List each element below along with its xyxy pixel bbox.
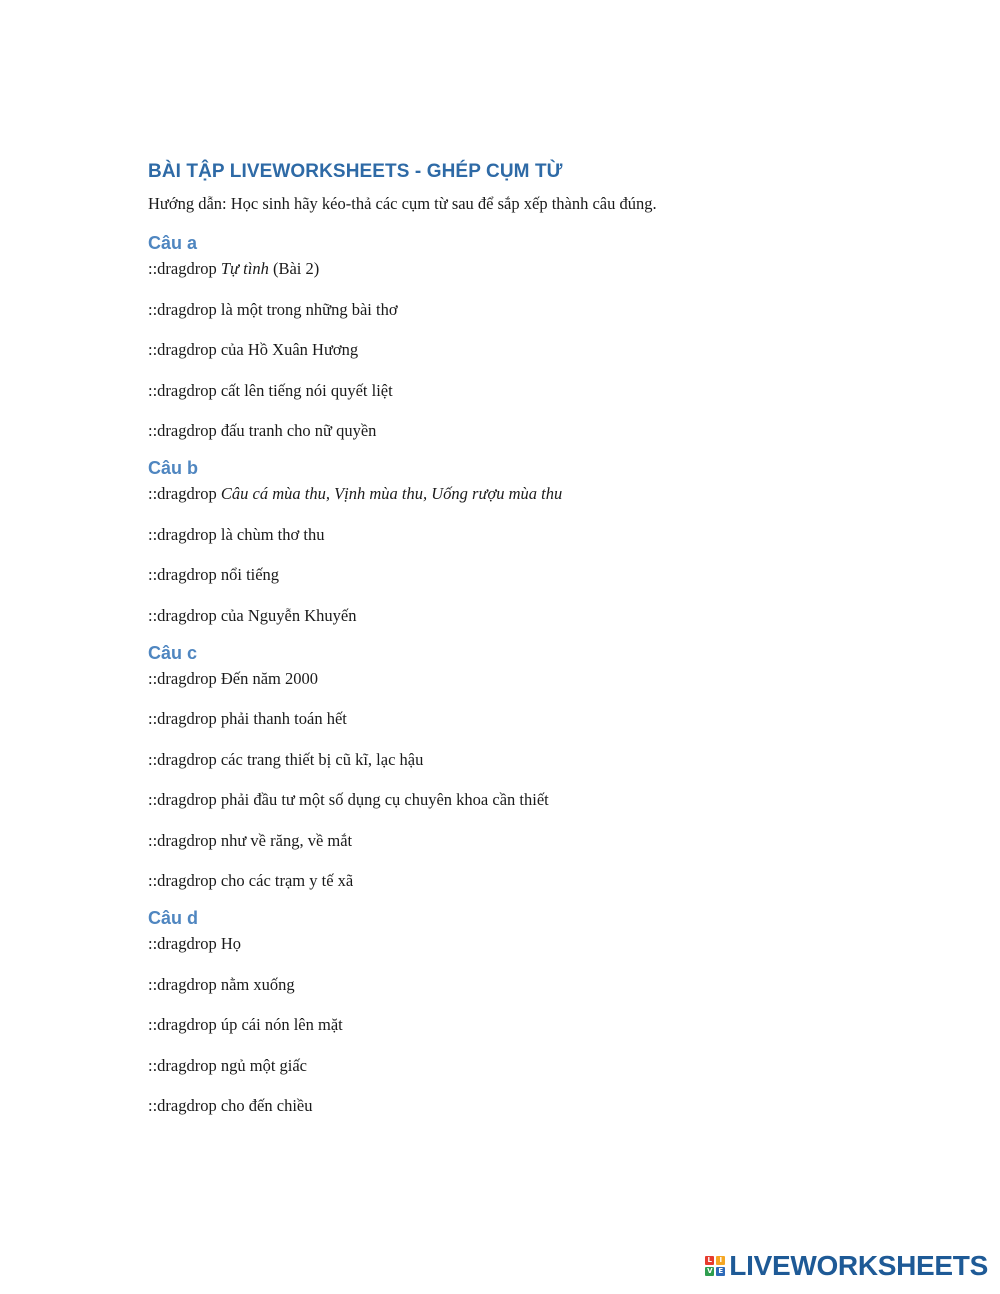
dragdrop-phrase: Họ bbox=[220, 934, 242, 953]
dragdrop-item[interactable] bbox=[148, 707, 948, 731]
dragdrop-item[interactable] bbox=[148, 829, 948, 853]
dragdrop-phrase: như về răng, về mắt bbox=[220, 830, 353, 850]
document-title: BÀI TẬP LIVEWORKSHEETS - GHÉP CỤM TỪ bbox=[148, 161, 563, 182]
dragdrop-prefix: ::dragdrop bbox=[148, 484, 221, 503]
dragdrop-item[interactable] bbox=[148, 379, 948, 403]
dragdrop-prefix: ::dragdrop bbox=[148, 974, 221, 994]
sections-container bbox=[148, 230, 948, 1118]
dragdrop-item[interactable] bbox=[148, 1094, 948, 1118]
dragdrop-item[interactable] bbox=[148, 869, 948, 893]
dragdrop-prefix: ::dragdrop bbox=[148, 380, 221, 400]
dragdrop-prefix: ::dragdrop bbox=[148, 299, 221, 319]
dragdrop-item[interactable] bbox=[148, 257, 948, 281]
dragdrop-item[interactable] bbox=[148, 338, 948, 362]
dragdrop-phrase: (Bài 2) bbox=[268, 259, 320, 278]
dragdrop-phrase: cất lên tiếng nói quyết liệt bbox=[220, 380, 393, 400]
dragdrop-item[interactable] bbox=[148, 973, 948, 997]
logo-mark-square: V bbox=[707, 1267, 713, 1275]
dragdrop-prefix: ::dragdrop bbox=[148, 421, 221, 440]
dragdrop-italic-text: Tự tình bbox=[220, 259, 269, 278]
dragdrop-item[interactable] bbox=[148, 1013, 948, 1037]
question-section bbox=[148, 640, 948, 894]
dragdrop-phrase: đấu tranh cho nữ quyền bbox=[220, 421, 377, 440]
section-heading: Câu c bbox=[148, 642, 198, 663]
dragdrop-prefix: ::dragdrop bbox=[148, 524, 221, 544]
dragdrop-item[interactable] bbox=[148, 1054, 948, 1078]
dragdrop-prefix: ::dragdrop bbox=[148, 1015, 221, 1034]
dragdrop-item[interactable] bbox=[148, 482, 948, 506]
logo-mark-square: E bbox=[716, 1267, 725, 1276]
question-section bbox=[148, 455, 948, 628]
section-heading: Câu a bbox=[148, 233, 198, 253]
dragdrop-phrase: Đến năm 2000 bbox=[220, 668, 319, 688]
dragdrop-item[interactable] bbox=[148, 563, 948, 587]
dragdrop-prefix: ::dragdrop bbox=[148, 1055, 221, 1075]
dragdrop-phrase: của Nguyễn Khuyến bbox=[220, 605, 357, 625]
dragdrop-prefix: ::dragdrop bbox=[148, 790, 221, 809]
dragdrop-phrase: nằm xuống bbox=[220, 974, 295, 994]
dragdrop-prefix: ::dragdrop bbox=[148, 830, 221, 850]
dragdrop-prefix: ::dragdrop bbox=[148, 565, 221, 584]
dragdrop-phrase: phải thanh toán hết bbox=[220, 709, 347, 728]
dragdrop-item[interactable] bbox=[148, 419, 948, 443]
dragdrop-prefix: ::dragdrop bbox=[148, 749, 221, 769]
dragdrop-prefix: ::dragdrop bbox=[148, 934, 221, 953]
logo-mark-icon bbox=[705, 1256, 725, 1276]
dragdrop-phrase: nổi tiếng bbox=[220, 565, 280, 584]
dragdrop-item[interactable] bbox=[148, 523, 948, 547]
dragdrop-phrase: úp cái nón lên mặt bbox=[220, 1015, 343, 1034]
question-section bbox=[148, 905, 948, 1118]
dragdrop-phrase: cho đến chiều bbox=[220, 1096, 313, 1115]
dragdrop-item[interactable] bbox=[148, 788, 948, 812]
dragdrop-prefix: ::dragdrop bbox=[148, 605, 221, 625]
dragdrop-phrase: là một trong những bài thơ bbox=[220, 299, 398, 319]
section-heading: Câu d bbox=[148, 908, 199, 928]
dragdrop-phrase: là chùm thơ thu bbox=[220, 524, 325, 544]
dragdrop-prefix: ::dragdrop bbox=[148, 871, 221, 890]
worksheet-document bbox=[148, 158, 948, 1118]
dragdrop-item[interactable] bbox=[148, 604, 948, 628]
section-heading: Câu b bbox=[148, 458, 199, 478]
dragdrop-phrase: của Hồ Xuân Hương bbox=[220, 340, 359, 359]
dragdrop-item[interactable] bbox=[148, 748, 948, 772]
logo-mark-square: L bbox=[705, 1256, 714, 1265]
dragdrop-prefix: ::dragdrop bbox=[148, 709, 221, 728]
dragdrop-item[interactable] bbox=[148, 667, 948, 691]
dragdrop-prefix: ::dragdrop bbox=[148, 1096, 221, 1115]
dragdrop-prefix: ::dragdrop bbox=[148, 668, 221, 688]
instructions-text: Hướng dẫn: Học sinh hãy kéo-thả các cụm từ sau để sắp xếp thành câu đúng. bbox=[148, 194, 657, 213]
dragdrop-prefix: ::dragdrop bbox=[148, 259, 221, 278]
dragdrop-phrase: ngủ một giấc bbox=[220, 1055, 308, 1075]
liveworksheets-logo bbox=[705, 1252, 988, 1280]
dragdrop-italic-text: Câu cá mùa thu, Vịnh mùa thu, Uống rượu mùa thu bbox=[220, 484, 563, 503]
logo-text: LIVEWORKSHEETS bbox=[729, 1250, 988, 1281]
dragdrop-phrase: các trang thiết bị cũ kĩ, lạc hậu bbox=[220, 749, 424, 769]
dragdrop-phrase: cho các trạm y tế xã bbox=[220, 871, 354, 890]
dragdrop-phrase: phải đầu tư một số dụng cụ chuyên khoa cần thiết bbox=[220, 790, 549, 809]
dragdrop-item[interactable] bbox=[148, 932, 948, 956]
dragdrop-prefix: ::dragdrop bbox=[148, 340, 221, 359]
logo-mark-square: I bbox=[716, 1256, 725, 1265]
question-section bbox=[148, 230, 948, 443]
dragdrop-item[interactable] bbox=[148, 298, 948, 322]
